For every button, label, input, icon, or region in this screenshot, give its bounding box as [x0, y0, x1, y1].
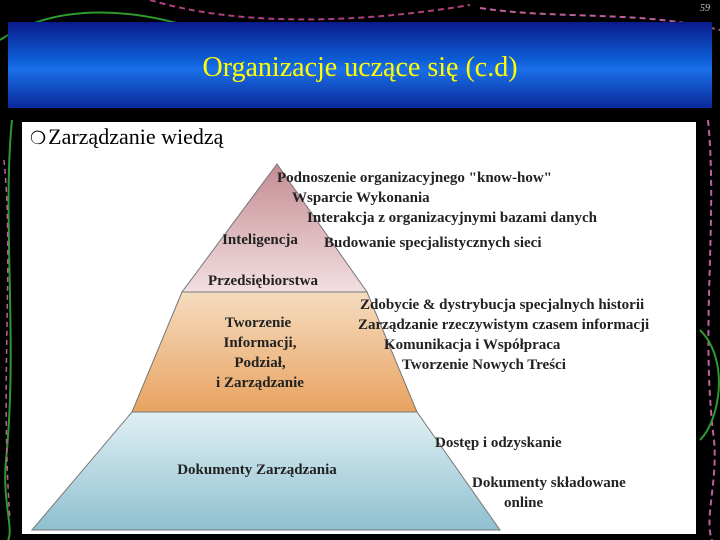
bullet-text: Zarządzanie wiedzą — [48, 124, 224, 149]
circle-bullet-icon: ❍ — [30, 128, 47, 148]
tier-2-side-3: Komunikacja i Współpraca — [384, 337, 561, 353]
tier-3-label-1: Dokumenty Zarządzania — [177, 462, 337, 478]
tier-1-label-1: Inteligencja — [222, 232, 298, 248]
tier-1-side-2: Wsparcie Wykonania — [292, 190, 430, 206]
pyramid-diagram — [22, 122, 696, 534]
tier-2-side-1: Zdobycie & dystrybucja specjalnych historii — [360, 297, 645, 313]
tier-1-side-4: Budowanie specjalistycznych sieci — [324, 235, 542, 251]
tier-2-side-2: Zarządzanie rzeczywistym czasem informacji — [358, 317, 650, 333]
tier-3-side-1: Dostęp i odzyskanie — [435, 435, 562, 451]
tier-2-side-4: Tworzenie Nowych Treści — [402, 357, 566, 373]
tier-2-label-1: Tworzenie — [224, 315, 292, 331]
tier-1-side-3: Interakcja z organizacyjnymi bazami danych — [307, 210, 597, 226]
tier-2-label-4: i Zarządzanie — [216, 375, 304, 391]
tier-1-side-1: Podnoszenie organizacyjnego "know-how" — [277, 170, 552, 186]
slide-title: Organizacje uczące się (c.d) — [202, 52, 518, 83]
tier-3-side-3: online — [504, 495, 544, 511]
slide-number: 59 — [700, 3, 710, 14]
tier-3-side-2: Dokumenty składowane — [472, 475, 626, 491]
tier-1-label-2: Przedsiębiorstwa — [208, 273, 318, 289]
tier-2-label-2: Informacji, — [223, 335, 297, 351]
tier-2-label-3: Podział, — [234, 355, 286, 371]
